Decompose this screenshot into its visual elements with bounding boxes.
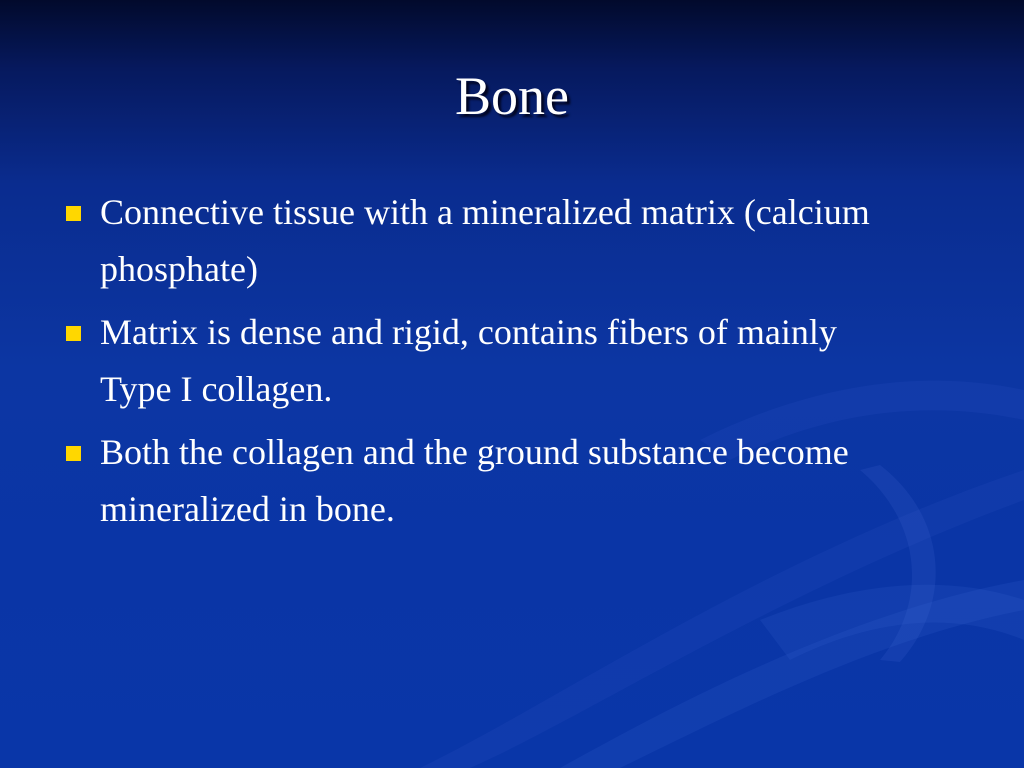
square-bullet-icon — [66, 446, 81, 461]
bullet-text: Connective tissue with a mineralized matrix (calcium phosphate) — [100, 192, 870, 289]
bullet-item — [60, 424, 900, 538]
bullet-item — [60, 184, 900, 298]
bullet-item — [60, 304, 900, 418]
bullet-text: Matrix is dense and rigid, contains fibers of mainly Type I collagen. — [100, 312, 837, 409]
bullet-text: Both the collagen and the ground substance become mineralized in bone. — [100, 432, 849, 529]
slide-title: Bone — [455, 66, 569, 126]
square-bullet-icon — [66, 326, 81, 341]
square-bullet-icon — [66, 206, 81, 221]
bullet-list — [60, 184, 900, 544]
